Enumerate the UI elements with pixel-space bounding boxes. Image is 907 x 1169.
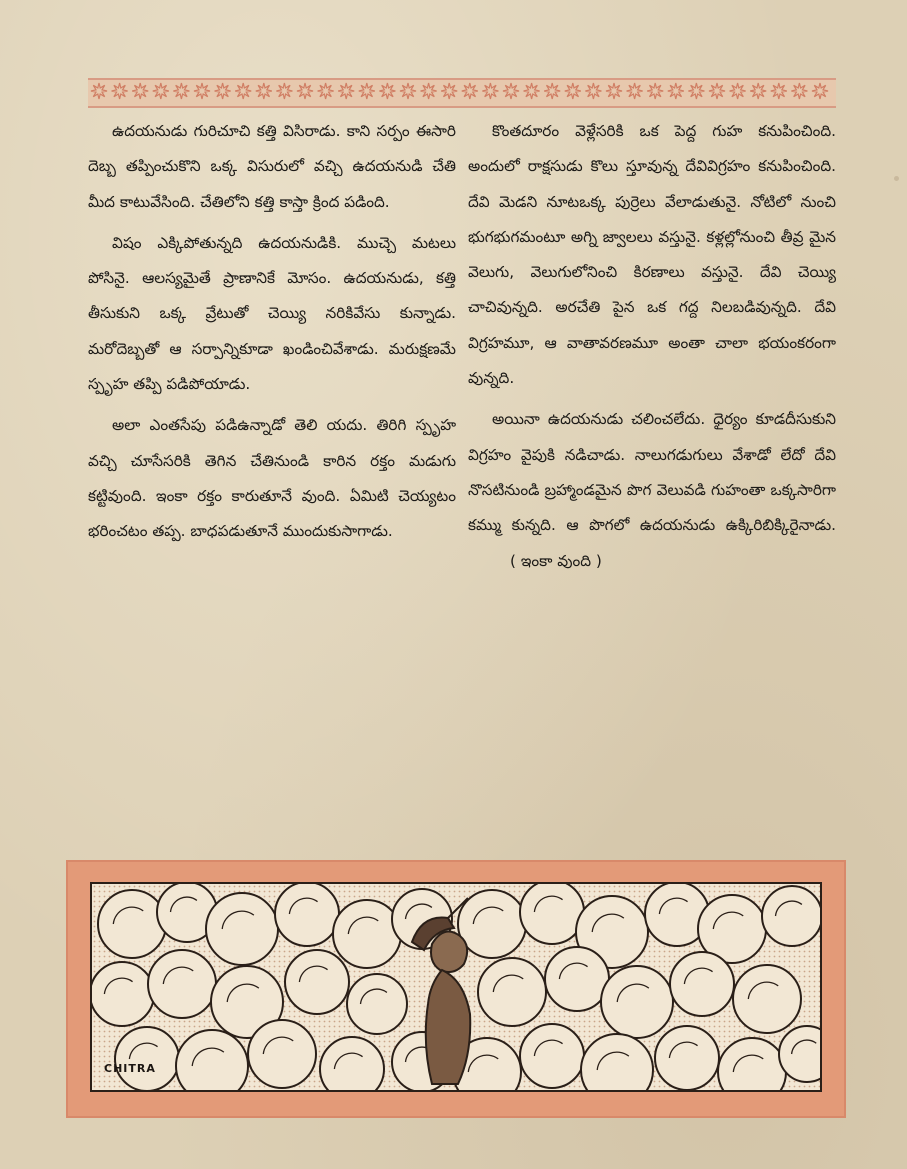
border-ornament bbox=[318, 83, 334, 99]
smoke-cloud-illustration bbox=[92, 884, 820, 1090]
border-ornament bbox=[585, 83, 601, 99]
smoke-puff bbox=[92, 962, 154, 1026]
illustration-frame bbox=[66, 860, 846, 1118]
border-ornament bbox=[750, 83, 766, 99]
right-column bbox=[468, 114, 836, 579]
border-ornament bbox=[379, 83, 395, 99]
illustration-panel bbox=[90, 882, 822, 1092]
border-ornament bbox=[812, 83, 828, 99]
border-ornament bbox=[132, 83, 148, 99]
border-ornament bbox=[338, 83, 354, 99]
paragraph-last bbox=[468, 402, 836, 578]
decorative-border bbox=[88, 78, 836, 108]
smoke-puff bbox=[320, 1037, 384, 1090]
border-ornament bbox=[173, 83, 189, 99]
smoke-puff bbox=[545, 947, 609, 1011]
border-ornament bbox=[256, 83, 272, 99]
paragraph: కొంతదూరం వెళ్లేసరికి ఒక పెద్ద గుహ కనుపించింది. అందులో రాక్షసుడు కొలు స్తూవున్న దేవివిగ్రహం కనుపించింది. దేవి మెడని నూటఒక్క పుర్రెలు వేలాడుతునై. నోటిలో నుంచి భుగభుగమంటూ అగ్ని జ్వాలలు వస్తునై. కళ్లల్లోనుంచి తీవ్ర మైన వెలుగు, వెలుగులోనించి కిరణాలు వస్తునై. దేవి చెయ్యి చాచివున్నది. అరచేతి పైన ఒక గద్ద నిలబడివున్నది. దేవి విగ్రహమూ, ఆ వాతావరణమూ అంతా చాలా భయంకరంగా వున్నది. bbox=[468, 122, 836, 388]
smoke-puff bbox=[762, 886, 820, 946]
border-ornament bbox=[647, 83, 663, 99]
smoke-puff bbox=[733, 965, 801, 1033]
border-ornament bbox=[503, 83, 519, 99]
left-column bbox=[88, 114, 456, 550]
border-ornament bbox=[668, 83, 684, 99]
border-ornament bbox=[276, 83, 292, 99]
border-ornament bbox=[482, 83, 498, 99]
artist-signature: CHITRA bbox=[104, 1062, 156, 1075]
border-ornament bbox=[91, 83, 107, 99]
smoke-puff bbox=[285, 950, 349, 1014]
border-ornament bbox=[544, 83, 560, 99]
smoke-puff bbox=[333, 900, 401, 968]
smoke-puff bbox=[520, 1024, 584, 1088]
border-ornament bbox=[153, 83, 169, 99]
paragraph: విషం ఎక్కిపోతున్నది ఉదయనుడికి. ముచ్చె మటలు పోసినై. ఆలస్యమైతే ప్రాణానికే మోసం. ఉదయనుడు, కత్తి తీసుకుని ఒక్క వ్రేటుతో చెయ్యి నరికివేసు కున్నాడు. మరోదెబ్బతో ఆ సర్పాన్నికూడా ఖండించివేశాడు. మరుక్షణమే స్పృహ తప్పి పడిపోయాడు. bbox=[88, 233, 456, 394]
border-ornament bbox=[606, 83, 622, 99]
scan-speck bbox=[894, 176, 899, 181]
border-ornament bbox=[215, 83, 231, 99]
border-ornament bbox=[462, 83, 478, 99]
border-ornament bbox=[441, 83, 457, 99]
smoke-puff bbox=[655, 1026, 719, 1090]
border-ornament bbox=[359, 83, 375, 99]
smoke-puff bbox=[248, 1020, 316, 1088]
border-ornament bbox=[565, 83, 581, 99]
paragraph: ఉదయనుడు గురిచూచి కత్తి విసిరాడు. కాని సర్పం ఈసారి దెబ్బ తప్పించుకొని ఒక్క విసురులో వచ్చి ఉదయనుడి చేతి మీద కాటువేసింది. చేతిలోని కత్తి కాస్తా క్రింద పడింది. bbox=[88, 122, 456, 211]
smoke-puff bbox=[478, 958, 546, 1026]
border-ornament bbox=[194, 83, 210, 99]
border-ornament bbox=[730, 83, 746, 99]
smoke-puff bbox=[347, 974, 407, 1034]
smoke-puff bbox=[458, 890, 526, 958]
border-ornament bbox=[112, 83, 128, 99]
smoke-puff bbox=[275, 884, 339, 946]
continued-note: ( ఇంకా వుంది ) bbox=[510, 551, 602, 570]
smoke-puff bbox=[670, 952, 734, 1016]
border-ornament bbox=[297, 83, 313, 99]
smoke-puff bbox=[601, 966, 673, 1038]
border-ornament bbox=[771, 83, 787, 99]
border-ornament bbox=[709, 83, 725, 99]
border-ornament bbox=[524, 83, 540, 99]
smoke-puff bbox=[206, 893, 278, 965]
smoke-puff bbox=[148, 950, 216, 1018]
smoke-puff bbox=[98, 890, 166, 958]
border-ornament bbox=[235, 83, 251, 99]
border-ornament bbox=[400, 83, 416, 99]
border-ornament bbox=[627, 83, 643, 99]
border-ornament bbox=[791, 83, 807, 99]
smoke-puff bbox=[115, 1027, 179, 1090]
smoke-puff bbox=[520, 884, 584, 944]
paragraph: అలా ఎంతసేపు పడిఉన్నాడో తెలి యదు. తిరిగి స్పృహ వచ్చి చూసేసరికి తెగిన చేతినుండి కారిన రక్తం మడుగు కట్టివుంది. ఇంకా రక్తం కారుతూనే వుంది. ఏమిటి చెయ్యటం భరించటం తప్ప. బాధపడుతూనే ముందుకుసాగాడు. bbox=[88, 416, 456, 541]
paragraph-text: అయినా ఉదయనుడు చలించలేదు. ధైర్యం కూడదీసుకుని విగ్రహం వైపుకి నడిచాడు. నాలుగడుగులు వేశాడో లేదో దేవి నొసటినుండి బ్రహ్మాండమైన పొగ వెలువడి గుహంతా ఒక్కసారిగా కమ్ము కున్నది. ఆ పొగలో ఉదయనుడు ఉక్కిరిబిక్కిరైనాడు. bbox=[468, 410, 836, 535]
border-ornament bbox=[688, 83, 704, 99]
smoke-puff bbox=[176, 1030, 248, 1090]
border-ornament bbox=[421, 83, 437, 99]
